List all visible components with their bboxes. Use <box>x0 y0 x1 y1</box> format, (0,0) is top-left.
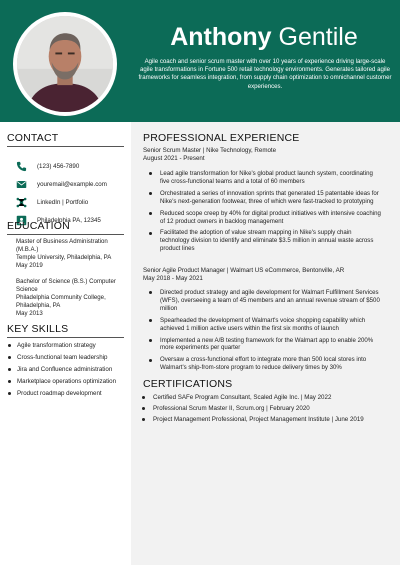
education-entry-1 <box>16 238 126 270</box>
graduation-date: May 2013 <box>16 310 43 317</box>
first-name: Anthony <box>170 23 272 51</box>
portrait-image <box>17 16 113 112</box>
links-text[interactable]: LinkedIn | Portfolio <box>37 198 89 206</box>
job-header-1 <box>143 147 393 163</box>
job-dates: May 2018 - May 2021 <box>143 275 203 282</box>
certifications-list <box>131 394 396 424</box>
job-bullet: Spearheaded the development of Walmart's voice shopping capability which achieved 1 million active users within the first six months of launch <box>131 317 381 333</box>
skill-item: Product roadmap development <box>0 390 124 398</box>
profile-summary: Agile coach and senior scrum master with over 10 years of experience driving large-scale agile transformations in Fortune 500 retail technology environments. Generates tailored agile frameworks for seamless integration, from supply chain optimization to omnichannel customer experiences. <box>138 58 392 90</box>
contact-heading: CONTACT <box>7 132 59 144</box>
job-bullet: Facilitated the adoption of value stream mapping in Nike's supply chain technology division to identify and eliminate $3.5 million in annual waste across product lines <box>131 229 381 253</box>
skill-item: Cross-functional team leadership <box>0 354 124 362</box>
job-2-bullets <box>131 289 381 372</box>
job-header-2 <box>143 267 398 283</box>
phone-text[interactable]: (123) 456-7890 <box>37 162 80 170</box>
resume-header <box>0 0 400 122</box>
job-role: Senior Agile Product Manager | Walmart US eCommerce, Bentonville, AR <box>143 267 345 274</box>
skill-item: Marketplace operations optimization <box>0 378 124 386</box>
skills-list <box>0 342 124 398</box>
email-text[interactable]: youremail@example.com <box>37 180 107 188</box>
certification-item: Certified SAFe Program Consultant, Scaled Agile Inc. | May 2022 <box>131 394 396 402</box>
contact-email <box>9 175 131 193</box>
location-text: Philadelphia PA, 12345 <box>37 216 101 224</box>
last-name: Gentile <box>278 23 358 51</box>
profile-photo <box>13 12 117 116</box>
job-bullet: Reduced scope creep by 40% for digital product initiatives with intensive coaching of 12 product owners in backlog management <box>131 210 381 226</box>
certifications-heading: CERTIFICATIONS <box>143 378 233 390</box>
job-1-bullets <box>131 170 381 253</box>
phone-icon <box>16 161 27 172</box>
skills-divider <box>7 337 124 338</box>
right-column <box>131 122 400 565</box>
contact-list <box>9 157 131 229</box>
skill-item: Jira and Confluence administration <box>0 366 124 374</box>
job-bullet: Implemented a new A/B testing framework for the Walmart app to enable 200% more experiments per quarter <box>131 337 381 353</box>
degree: Master of Business Administration (M.B.A.) <box>16 238 108 253</box>
experience-heading: PROFESSIONAL EXPERIENCE <box>143 132 300 144</box>
degree: Bachelor of Science (B.S.) Computer Science <box>16 278 116 293</box>
school: Philadelphia Community College, Philadelphia, PA <box>16 294 106 309</box>
job-bullet: Lead agile transformation for Nike's global product launch system, coordinating five cross-functional teams and a total of 60 members <box>131 170 381 186</box>
network-icon <box>16 197 27 208</box>
contact-divider <box>7 146 124 147</box>
education-divider <box>7 234 124 235</box>
graduation-date: May 2019 <box>16 262 43 269</box>
left-column <box>0 122 131 565</box>
education-entry-2 <box>16 278 126 318</box>
email-icon <box>16 179 27 190</box>
job-dates: August 2021 - Present <box>143 155 205 162</box>
job-role: Senior Scrum Master | Nike Technology, Remote <box>143 147 277 154</box>
candidate-name <box>133 22 395 52</box>
skills-heading: KEY SKILLS <box>7 323 69 335</box>
skill-item: Agile transformation strategy <box>0 342 124 350</box>
certification-item: Professional Scrum Master II, Scrum.org | February 2020 <box>131 405 396 413</box>
job-bullet: Oversaw a cross-functional effort to integrate more than 500 local stores into Walmart's ship-from-store program to reduce delivery times by 30% <box>131 356 381 372</box>
job-bullet: Orchestrated a series of innovation sprints that generated 15 patentable ideas for Nike's next-generation footwear, three of which were fast-tracked to prototyping <box>131 190 381 206</box>
school: Temple University, Philadelphia, PA <box>16 254 112 261</box>
education-heading: EDUCATION <box>7 220 70 232</box>
contact-links <box>9 193 131 211</box>
certification-item: Project Management Professional, Project Management Institute | June 2019 <box>131 416 396 424</box>
contact-phone <box>9 157 131 175</box>
job-bullet: Directed product strategy and agile development for Walmart Fulfillment Services (WFS), overseeing a team of 45 members and an annual revenue stream of $500 million <box>131 289 381 313</box>
